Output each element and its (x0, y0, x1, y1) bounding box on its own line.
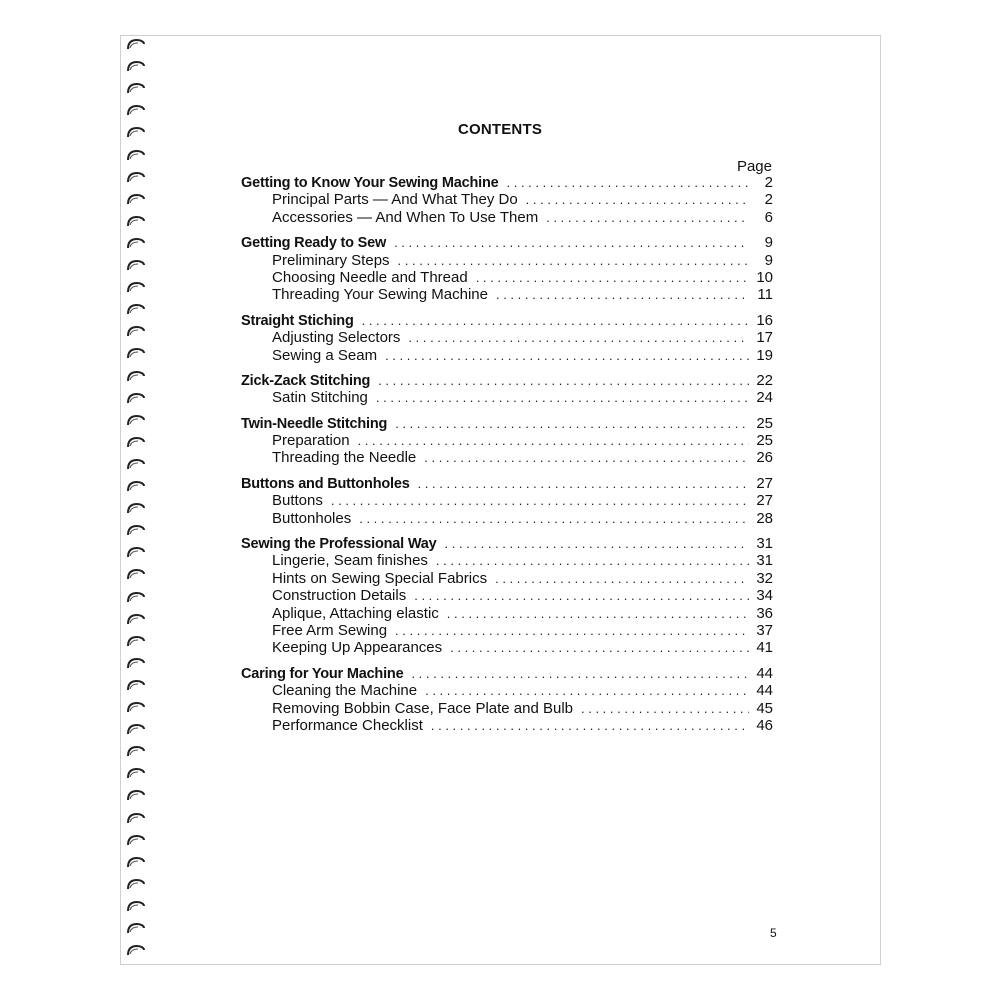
binding-ring-icon (126, 149, 146, 159)
toc-entry (241, 269, 773, 286)
entry-title: Preparation (272, 432, 350, 450)
binding-ring-icon (126, 104, 146, 114)
entry-title: Preliminary Steps (272, 251, 390, 269)
toc-entry (241, 329, 773, 346)
binding-ring-icon (126, 82, 146, 92)
binding-ring-icon (126, 392, 146, 402)
page-column-header: Page (736, 158, 772, 175)
binding-ring-icon (126, 856, 146, 866)
binding-ring-icon (126, 591, 146, 601)
binding-ring-icon (126, 215, 146, 225)
toc-entry (241, 449, 773, 466)
toc-entry (241, 191, 773, 208)
toc-section-heading (241, 234, 773, 251)
section-title: Straight Stiching (241, 312, 354, 329)
binding-ring-icon (126, 922, 146, 932)
binding-ring-icon (126, 812, 146, 822)
section-page-number: 9 (764, 234, 773, 252)
toc-section (241, 174, 773, 226)
page-title: CONTENTS (457, 121, 543, 138)
section-page-number: 25 (756, 414, 773, 432)
dot-leader (476, 269, 749, 286)
binding-ring-icon (126, 613, 146, 623)
toc-entry (241, 570, 773, 587)
dot-leader (424, 449, 749, 466)
toc-section (241, 234, 773, 304)
section-title: Getting Ready to Sew (241, 235, 387, 252)
binding-ring-icon (126, 745, 146, 755)
dot-leader (378, 372, 749, 389)
dot-leader (395, 622, 749, 639)
toc-section-heading (241, 665, 773, 682)
binding-ring-icon (126, 524, 146, 534)
toc-section (241, 312, 773, 364)
entry-title: Aplique, Attaching elastic (272, 604, 439, 622)
entry-page-number: 27 (756, 492, 773, 510)
toc-section-heading (241, 475, 773, 492)
binding-ring-icon (126, 458, 146, 468)
binding-ring-icon (126, 281, 146, 291)
dot-leader (445, 535, 750, 552)
entry-page-number: 36 (756, 604, 773, 622)
section-title: Buttons and Buttonholes (241, 475, 410, 492)
toc-section-heading (241, 535, 773, 552)
binding-ring-icon (126, 635, 146, 645)
toc-entry (241, 700, 773, 717)
entry-page-number: 28 (756, 509, 773, 527)
entry-title: Lingerie, Seam finishes (272, 552, 428, 570)
dot-leader (447, 605, 749, 622)
entry-title: Sewing a Seam (272, 346, 378, 364)
dot-leader (414, 587, 749, 604)
dot-leader (450, 639, 749, 656)
binding-ring-icon (126, 723, 146, 733)
binding-ring-icon (126, 767, 146, 777)
binding-ring-icon (126, 701, 146, 711)
section-title: Caring for Your Machine (241, 665, 404, 682)
entry-title: Buttonholes (272, 509, 352, 527)
binding-ring-icon (126, 171, 146, 181)
section-page-number: 22 (756, 371, 773, 389)
entry-page-number: 10 (756, 268, 773, 286)
entry-page-number: 25 (756, 432, 773, 450)
dot-leader (581, 700, 749, 717)
binding-ring-icon (126, 502, 146, 512)
toc-entry (241, 510, 773, 527)
binding-ring-icon (126, 546, 146, 556)
section-title: Twin-Needle Stitching (241, 415, 388, 432)
toc-entry (241, 717, 773, 734)
toc-entry (241, 432, 773, 449)
spiral-binding (126, 38, 148, 958)
binding-ring-icon (126, 878, 146, 888)
binding-ring-icon (126, 303, 146, 313)
section-page-number: 27 (756, 474, 773, 492)
entry-title: Satin Stitching (272, 389, 368, 407)
entry-page-number: 9 (764, 251, 773, 269)
toc-entry (241, 605, 773, 622)
toc-section (241, 475, 773, 527)
entry-title: Performance Checklist (272, 716, 423, 734)
toc-entry (241, 587, 773, 604)
entry-page-number: 37 (756, 621, 773, 639)
toc-section-heading (241, 174, 773, 191)
dot-leader (331, 492, 749, 509)
dot-leader (495, 570, 749, 587)
binding-ring-icon (126, 325, 146, 335)
binding-ring-icon (126, 347, 146, 357)
toc-entry (241, 682, 773, 699)
dot-leader (376, 389, 749, 406)
binding-ring-icon (126, 657, 146, 667)
binding-ring-icon (126, 38, 146, 48)
toc-entry (241, 286, 773, 303)
dot-leader (408, 329, 749, 346)
toc-entry (241, 389, 773, 406)
binding-ring-icon (126, 568, 146, 578)
binding-ring-icon (126, 834, 146, 844)
dot-leader (362, 312, 749, 329)
binding-ring-icon (126, 436, 146, 446)
binding-ring-icon (126, 414, 146, 424)
binding-ring-icon (126, 480, 146, 490)
dot-leader (431, 717, 749, 734)
section-page-number: 2 (764, 174, 773, 191)
binding-ring-icon (126, 193, 146, 203)
entry-title: Hints on Sewing Special Fabrics (272, 569, 488, 587)
toc-entry (241, 252, 773, 269)
entry-title: Accessories — And When To Use Them (272, 208, 539, 226)
section-title: Sewing the Professional Way (241, 536, 437, 553)
toc-section (241, 665, 773, 735)
dot-leader (425, 682, 749, 699)
entry-page-number: 41 (756, 639, 773, 657)
dot-leader (496, 286, 749, 303)
toc-entry (241, 639, 773, 656)
dot-leader (436, 552, 749, 569)
dot-leader (507, 174, 750, 191)
dot-leader (359, 510, 749, 527)
toc-section-heading (241, 415, 773, 432)
toc-entry (241, 622, 773, 639)
binding-ring-icon (126, 789, 146, 799)
entry-page-number: 6 (764, 208, 773, 226)
section-page-number: 16 (756, 311, 773, 329)
entry-page-number: 19 (756, 346, 773, 364)
entry-title: Free Arm Sewing (272, 621, 388, 639)
dot-leader (395, 415, 749, 432)
binding-ring-icon (126, 944, 146, 954)
toc-entry (241, 552, 773, 569)
toc-section-heading (241, 312, 773, 329)
entry-page-number: 2 (764, 191, 773, 209)
toc-section (241, 372, 773, 407)
entry-page-number: 34 (756, 587, 773, 605)
toc-section (241, 535, 773, 657)
entry-title: Keeping Up Appearances (272, 639, 443, 657)
section-page-number: 44 (756, 664, 773, 682)
section-page-number: 31 (756, 535, 773, 553)
dot-leader (394, 234, 749, 251)
entry-page-number: 31 (756, 552, 773, 570)
entry-title: Cleaning the Machine (272, 682, 418, 700)
entry-page-number: 32 (756, 569, 773, 587)
binding-ring-icon (126, 370, 146, 380)
toc-entry (241, 492, 773, 509)
binding-ring-icon (126, 259, 146, 269)
table-of-contents (241, 174, 773, 742)
dot-leader (411, 665, 749, 682)
binding-ring-icon (126, 900, 146, 910)
entry-page-number: 26 (756, 449, 773, 467)
entry-page-number: 44 (756, 682, 773, 700)
entry-title: Threading Your Sewing Machine (272, 286, 488, 304)
dot-leader (358, 432, 749, 449)
dot-leader (385, 347, 749, 364)
entry-title: Threading the Needle (272, 449, 417, 467)
section-title: Zick-Zack Stitching (241, 372, 371, 389)
dot-leader (526, 191, 749, 208)
entry-page-number: 17 (756, 329, 773, 347)
dot-leader (418, 475, 749, 492)
toc-section-heading (241, 372, 773, 389)
entry-title: Adjusting Selectors (272, 329, 401, 347)
dot-leader (398, 252, 749, 269)
toc-section (241, 415, 773, 467)
entry-page-number: 11 (757, 286, 773, 304)
entry-title: Principal Parts — And What They Do (272, 191, 518, 209)
entry-title: Removing Bobbin Case, Face Plate and Bulb (272, 699, 574, 717)
toc-entry (241, 209, 773, 226)
entry-title: Buttons (272, 492, 323, 510)
entry-title: Choosing Needle and Thread (272, 268, 468, 286)
binding-ring-icon (126, 60, 146, 70)
section-title: Getting to Know Your Sewing Machine (241, 175, 499, 191)
toc-entry (241, 347, 773, 364)
dot-leader (546, 209, 749, 226)
entry-title: Construction Details (272, 587, 407, 605)
page-number: 5 (770, 926, 777, 940)
binding-ring-icon (126, 237, 146, 247)
entry-page-number: 46 (756, 716, 773, 734)
binding-ring-icon (126, 679, 146, 689)
entry-page-number: 45 (756, 699, 773, 717)
entry-page-number: 24 (756, 389, 773, 407)
